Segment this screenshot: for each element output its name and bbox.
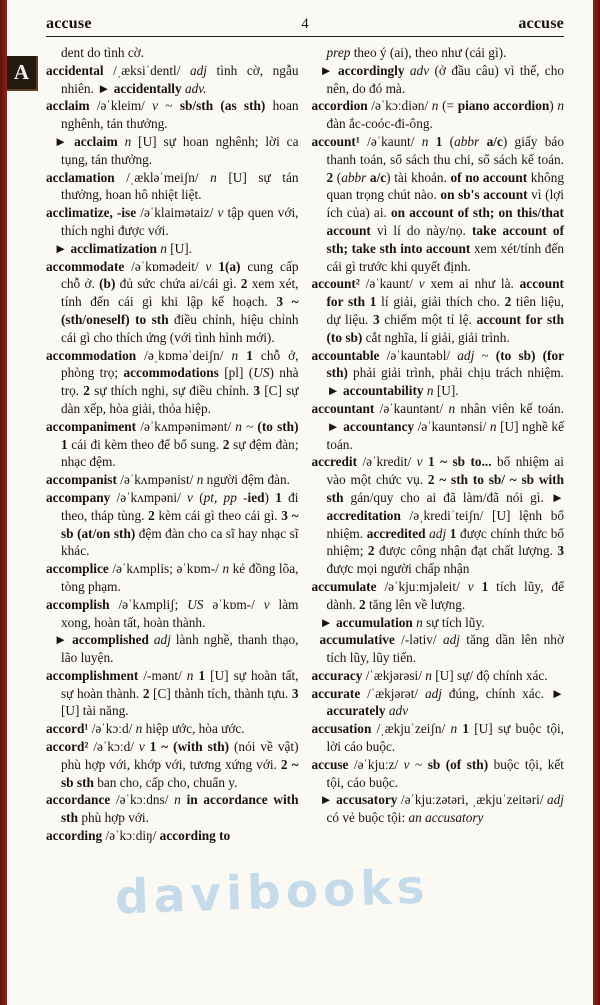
dict-entry: accumulative /-lətiv/ adj tăng dần lên nhờ tích lũy, lũy tiến. xyxy=(319,632,564,666)
dict-entry: accomplishment /-mənt/ n 1 [U] sự hoàn tất, sự hoàn thành. 2 [C] thành tích, thành tựu. 3 [U] tài năng. xyxy=(46,667,299,719)
dict-entry: ► accordingly adv (ở đầu câu) vì thế, cho nên, do đó mà. xyxy=(319,62,564,96)
dict-entry: accomplice /əˈkʌmplis; əˈkɒm-/ n kẻ đồng lõa, tòng phạm. xyxy=(46,561,299,594)
header-divider xyxy=(46,36,564,37)
page-number: 4 xyxy=(301,16,309,32)
dict-entry: accuracy /ˈækjərəsi/ n [U] sự/ độ chính xác. xyxy=(311,667,548,683)
dictionary-columns xyxy=(0,42,600,845)
page-edge-left xyxy=(0,0,7,1005)
dict-entry: account¹ /əˈkaunt/ n 1 (abbr a/c) giấy báo thanh toán, sổ sách thu chi, sổ sách kế toán. 2 (abbr a/c) tài khoản. of no account không quan trọng chút nào. on sb's account vì (lợi ích của) ai. on account of sth; on this/that account vì lí do này/nọ. take account of sth; take sth into account xem xét/tính đến cái gì trước khi quyết định. xyxy=(311,133,564,274)
dict-entry: accountant /əˈkauntənt/ n nhân viên kế toán. ► accountancy /əˈkauntənsi/ n [U] nghề kế toán. xyxy=(311,400,564,452)
dict-entry: account² /əˈkaunt/ v xem ai như là. account for sth 1 lí giải, giải thích cho. 2 tiên liệu, dự liệu. 3 chiếm một tỉ lệ. account for sth (to sb) cắt nghĩa, lí giải, giải trình. xyxy=(311,276,565,345)
dict-entry: accidental /ˌæksiˈdentl/ adj tình cờ, ngẫu nhiên. ► accidentally adv. xyxy=(46,62,299,96)
dict-entry: accompanist /əˈkʌmpənist/ n người đệm đàn. xyxy=(46,472,290,488)
letter-tab: A xyxy=(7,56,38,91)
page-header xyxy=(0,0,600,33)
watermark: davibooks xyxy=(114,859,431,926)
dict-entry: according /əˈkɔːdiŋ/ according to xyxy=(46,828,231,844)
column-right xyxy=(312,44,565,845)
dict-entry: acclamation /ˌækləˈmeiʃn/ n [U] sự tán thưởng, hoan hô nhiệt liệt. xyxy=(46,169,299,203)
dict-entry: accredit /əˈkredit/ v 1 ~ sb to... bổ nhiệm ai vào một chức vụ. 2 ~ sth to sb/ ~ sb with sth gán/quy cho ai đã làm/đã nói gì. ► accreditation /əˌkrediˈteiʃn/ [U] lệnh bổ nhiệm. accredited adj 1 được chính thức bổ nhiệm; 2 được công nhận đạt chất lượng. 3 được mọi người chấp nhận xyxy=(311,454,565,577)
dict-entry: accumulate /əˈkjuːmjəleit/ v 1 tích lũy, để dành. 2 tăng lên về lượng. xyxy=(311,578,564,612)
dict-entry: accusation /ˌækjuˈzeiʃn/ n 1 [U] sự buộc tội, lời cáo buộc. xyxy=(311,721,564,755)
column-left xyxy=(46,44,299,845)
dict-entry: accountable /əˈkauntəbl/ adj ~ (to sb) (for sth) phải giải trình, phải chịu trách nhiệm. ► accountability n [U]. xyxy=(311,347,564,399)
dict-entry: accordance /əˈkɔːdns/ n in accordance with sth phù hợp với. xyxy=(46,792,299,826)
dict-entry: accurate /ˈækjərət/ adj đúng, chính xác. ► accurately adv xyxy=(311,685,564,719)
dict-entry: accompany /əˈkʌmpəni/ v (pt, pp -ied) 1 đi theo, tháp tùng. 2 kèm cái gì theo cái gì. 3 ~ sb (at/on sth) đệm đàn cho ca sĩ hay nhạc sĩ khác. xyxy=(46,489,299,559)
dict-entry: accord² /əˈkɔːd/ v 1 ~ (with sth) (nói về vật) phù hợp với, khớp với, tương xứng với. 2 ~ sb sth ban cho, cấp cho, chuẩn y. xyxy=(46,739,299,790)
dict-entry: accuse /əˈkjuːz/ v ~ sb (of sth) buộc tội, kết tội, cáo buộc. xyxy=(311,756,564,790)
dict-entry: ► acclimatization n [U]. xyxy=(54,240,192,256)
dict-entry: accordion /əˈkɔːdiən/ n (= piano accordion) n đàn ắc-coóc-đi-ông. xyxy=(311,98,564,132)
dict-entry: ► acclaim n [U] sự hoan nghênh; lời ca tụng, tán thưởng. xyxy=(54,133,299,167)
header-guideword-right: accuse xyxy=(518,15,564,32)
dict-entry: prep theo ý (ai), theo như (cái gì). xyxy=(326,45,507,60)
dict-entry: ► accomplished adj lành nghề, thanh thạo, lão luyện. xyxy=(54,632,299,666)
dict-entry: acclimatize, -ise /əˈklaimətaiz/ v tập quen với, thích nghi được với. xyxy=(46,205,299,238)
dict-entry: acclaim /əˈkleim/ v ~ sb/sth (as sth) hoan nghênh, tán thưởng. xyxy=(46,98,299,132)
dict-entry: ► accumulation n sự tích lũy. xyxy=(319,614,485,630)
dict-entry: ► accusatory /əˈkjuːzətəri, ˌækjuˈzeitəri/ adj có vẻ buộc tội: an accusatory xyxy=(319,792,564,826)
header-guideword-left: accuse xyxy=(46,15,92,32)
dict-entry: accommodate /əˈkɒmədeit/ v 1(a) cung cấp chỗ ở. (b) đủ sức chứa ai/cái gì. 2 xem xét, tính đến cái gì khi lập kế hoạch. 3 ~ (sth/oneself) to sth điều chỉnh, hiệu chỉnh cái gì cho thích ứng (với tình hình mới). xyxy=(46,258,299,345)
dict-entry: dent do tình cờ. xyxy=(61,45,145,60)
page-edge-right xyxy=(593,0,600,1005)
dict-entry: accommodation /əˌkɒməˈdeiʃn/ n 1 chỗ ở, phòng trọ; accommodations [pl] (US) nhà trọ. 2 sự thích nghi, sự điều chỉnh. 3 [C] sự dàn xếp, hòa giải, thỏa hiệp. xyxy=(46,347,299,416)
dict-entry: accord¹ /əˈkɔːd/ n hiệp ước, hòa ước. xyxy=(46,721,245,737)
dict-entry: accompaniment /əˈkʌmpənimənt/ n ~ (to sth) 1 cái đi kèm theo để bổ sung. 2 sự đệm đàn; nhạc đệm. xyxy=(46,418,299,470)
dict-entry: accomplish /əˈkʌmpliʃ; US əˈkɒm-/ v làm xong, hoàn tất, hoàn thành. xyxy=(46,596,299,630)
